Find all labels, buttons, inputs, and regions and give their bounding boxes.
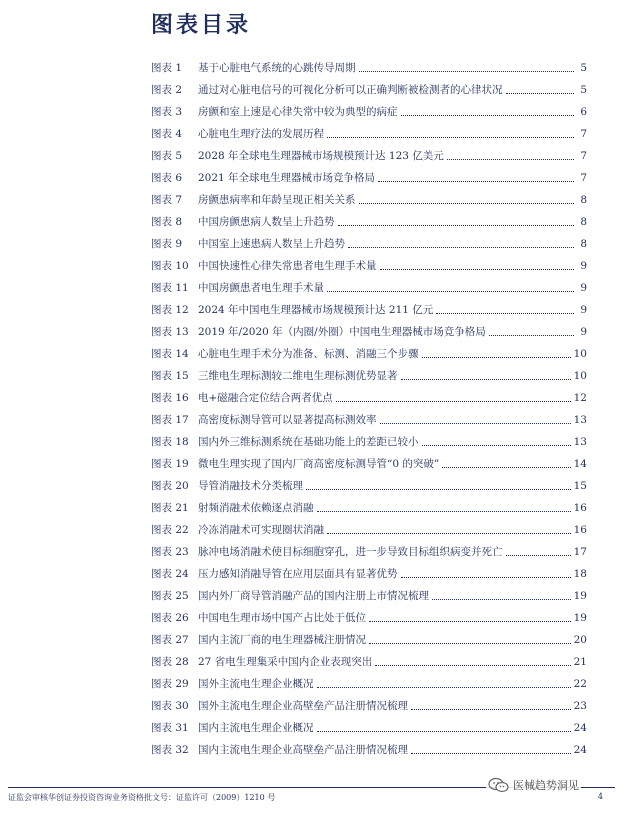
toc-entry-title: 通过对心脏电信号的可视化分析可以正确判断被检测者的心律状况 [198, 84, 503, 96]
toc-entry-title: 2024 年中国电生理器械市场规模预计达 211 亿元 [198, 304, 434, 316]
toc-entry-title: 中国室上速患病人数呈上升趋势 [198, 238, 345, 250]
toc-entry-page: 24 [573, 722, 587, 734]
toc-entry[interactable] [151, 145, 587, 167]
toc-entry-title: 2021 年全球电生理器械市场竞争格局 [198, 172, 376, 184]
footer-license-text: 证监会审核华创证券投资咨询业务资格批文号：证监许可（2009）1210 号 [8, 793, 276, 802]
toc-dot-leader [401, 577, 571, 578]
toc-entry[interactable] [151, 651, 587, 673]
toc-entry-label: 图表 14 [151, 348, 189, 360]
toc-entry-title: 国外主流电生理企业概况 [198, 678, 314, 690]
toc-entry-title: 导管消融技术分类梳理 [198, 480, 303, 492]
toc-entry-label: 图表 30 [151, 700, 189, 712]
toc-dot-leader [375, 665, 570, 666]
toc-entry[interactable] [151, 717, 587, 739]
toc-dot-leader [317, 687, 571, 688]
toc-entry[interactable] [151, 233, 587, 255]
toc-entry[interactable] [151, 563, 587, 585]
toc-entry[interactable] [151, 387, 587, 409]
toc-entry-page: 14 [573, 458, 587, 470]
toc-entry[interactable] [151, 453, 587, 475]
toc-entry-page: 13 [573, 414, 587, 426]
toc-entry-label: 图表 5 [151, 150, 183, 162]
toc-entry-label: 图表 1 [151, 62, 183, 74]
toc-entry[interactable] [151, 167, 587, 189]
toc-entry-page: 23 [573, 700, 587, 712]
toc-entry-label: 图表 31 [151, 722, 189, 734]
toc-entry-page: 5 [580, 62, 587, 74]
toc-dot-leader [327, 137, 574, 138]
toc-dot-leader [338, 225, 575, 226]
toc-entry-title: 国外主流电生理企业高壁垒产品注册情况梳理 [198, 700, 408, 712]
toc-entry[interactable] [151, 57, 587, 79]
toc-entry-page: 13 [573, 436, 587, 448]
toc-dot-leader [359, 71, 575, 72]
toc-entry-title: 国内主流电生理企业高壁垒产品注册情况梳理 [198, 744, 408, 756]
toc-entry-page: 21 [573, 656, 587, 668]
toc-entry[interactable] [151, 79, 587, 101]
toc-entry-title: 中国电生理市场中国产占比处于低位 [198, 612, 366, 624]
toc-entry-title: 中国房颤患者电生理手术量 [198, 282, 324, 294]
toc-entry-title: 射频消融术依赖逐点消融 [198, 502, 314, 514]
table-of-contents [151, 57, 587, 761]
toc-entry-page: 8 [580, 194, 587, 206]
wechat-icon [488, 777, 510, 793]
watermark-text: 医械趋势洞见 [513, 779, 579, 792]
watermark [486, 776, 581, 794]
toc-entry-title: 心脏电生理疗法的发展历程 [198, 128, 324, 140]
toc-entry[interactable] [151, 629, 587, 651]
toc-entry-page: 7 [580, 150, 587, 162]
toc-entry-label: 图表 13 [151, 326, 189, 338]
toc-entry[interactable] [151, 497, 587, 519]
toc-dot-leader [359, 203, 575, 204]
toc-entry-page: 12 [573, 392, 587, 404]
toc-entry-label: 图表 9 [151, 238, 183, 250]
toc-entry-label: 图表 24 [151, 568, 189, 580]
toc-entry[interactable] [151, 321, 587, 343]
toc-entry-label: 图表 4 [151, 128, 183, 140]
toc-dot-leader [317, 731, 571, 732]
toc-entry-label: 图表 29 [151, 678, 189, 690]
toc-entry-page: 15 [573, 480, 587, 492]
toc-entry-page: 9 [580, 260, 587, 272]
toc-entry[interactable] [151, 299, 587, 321]
toc-entry-label: 图表 21 [151, 502, 189, 514]
toc-entry-label: 图表 17 [151, 414, 189, 426]
toc-dot-leader [506, 93, 575, 94]
toc-entry-title: 微电生理实现了国内厂商高密度标测导管“0 的突破” [198, 458, 440, 470]
toc-entry-title: 压力感知消融导管在应用层面具有显著优势 [198, 568, 398, 580]
toc-entry-title: 2028 年全球电生理器械市场规模预计达 123 亿美元 [198, 150, 444, 162]
toc-entry[interactable] [151, 607, 587, 629]
toc-entry-title: 国内主流厂商的电生理器械注册情况 [198, 634, 366, 646]
toc-entry[interactable] [151, 343, 587, 365]
toc-entry[interactable] [151, 519, 587, 541]
toc-entry-title: 国内外三维标测系统在基础功能上的差距已较小 [198, 436, 419, 448]
toc-entry-label: 图表 6 [151, 172, 183, 184]
toc-entry-page: 6 [580, 106, 587, 118]
toc-entry-page: 16 [573, 502, 587, 514]
toc-entry-title: 国内外厂商导管消融产品的国内注册上市情况梳理 [198, 590, 429, 602]
toc-entry-page: 8 [580, 238, 587, 250]
toc-entry-label: 图表 25 [151, 590, 189, 602]
toc-dot-leader [422, 445, 571, 446]
toc-dot-leader [327, 291, 574, 292]
toc-dot-leader [306, 489, 571, 490]
toc-entry-title: 高密度标测导管可以显著提高标测效率 [198, 414, 377, 426]
toc-entry[interactable] [151, 541, 587, 563]
toc-dot-leader [442, 467, 570, 468]
toc-dot-leader [411, 753, 571, 754]
toc-entry-page: 5 [580, 84, 587, 96]
toc-entry[interactable] [151, 695, 587, 717]
toc-entry-label: 图表 3 [151, 106, 183, 118]
toc-entry-title: 27 省电生理集采中国内企业表现突出 [198, 656, 373, 668]
toc-entry[interactable] [151, 409, 587, 431]
toc-entry-label: 图表 16 [151, 392, 189, 404]
toc-dot-leader [401, 115, 575, 116]
toc-entry-title: 三维电生理标测较二维电生理标测优势显著 [198, 370, 398, 382]
toc-entry-title: 房颤患病率和年龄呈现正相关关系 [198, 194, 356, 206]
toc-entry-page: 7 [580, 128, 587, 140]
toc-entry-page: 24 [573, 744, 587, 756]
toc-entry-label: 图表 10 [151, 260, 189, 272]
toc-dot-leader [380, 269, 575, 270]
toc-entry[interactable] [151, 475, 587, 497]
toc-entry[interactable] [151, 585, 587, 607]
toc-entry-page: 22 [573, 678, 587, 690]
toc-dot-leader [317, 511, 571, 512]
toc-dot-leader [489, 335, 574, 336]
toc-entry-label: 图表 28 [151, 656, 189, 668]
toc-dot-leader [411, 709, 571, 710]
toc-entry[interactable] [151, 189, 587, 211]
toc-entry-label: 图表 19 [151, 458, 189, 470]
toc-dot-leader [432, 599, 571, 600]
toc-entry[interactable] [151, 277, 587, 299]
toc-dot-leader [436, 313, 574, 314]
toc-dot-leader [369, 621, 571, 622]
toc-entry-label: 图表 8 [151, 216, 183, 228]
toc-entry-label: 图表 12 [151, 304, 189, 316]
toc-entry-label: 图表 23 [151, 546, 189, 558]
toc-dot-leader [369, 643, 571, 644]
toc-entry-title: 脉冲电场消融术使目标细胞穿孔，进一步导致目标组织病变并死亡 [198, 546, 503, 558]
toc-entry-page: 7 [580, 172, 587, 184]
toc-entry-page: 19 [573, 590, 587, 602]
toc-entry-label: 图表 15 [151, 370, 189, 382]
toc-entry-page: 16 [573, 524, 587, 536]
footer-page-number: 4 [597, 792, 603, 801]
toc-entry-page: 10 [573, 370, 587, 382]
toc-entry-page: 19 [573, 612, 587, 624]
toc-entry-page: 20 [573, 634, 587, 646]
toc-entry[interactable] [151, 365, 587, 387]
toc-entry-label: 图表 18 [151, 436, 189, 448]
toc-entry[interactable] [151, 739, 587, 761]
toc-entry-label: 图表 20 [151, 480, 189, 492]
toc-entry[interactable] [151, 255, 587, 277]
toc-dot-leader [447, 159, 574, 160]
toc-entry[interactable] [151, 673, 587, 695]
toc-entry-label: 图表 2 [151, 84, 183, 96]
toc-entry-title: 心脏电生理手术分为准备、标测、消融三个步骤 [198, 348, 419, 360]
toc-entry-label: 图表 26 [151, 612, 189, 624]
toc-dot-leader [327, 533, 571, 534]
toc-entry-label: 图表 22 [151, 524, 189, 536]
toc-entry-title: 电+磁融合定位结合两者优点 [198, 392, 333, 404]
toc-entry-title: 基于心脏电气系统的心跳传导周期 [198, 62, 356, 74]
toc-entry-label: 图表 7 [151, 194, 183, 206]
toc-entry-page: 10 [573, 348, 587, 360]
toc-dot-leader [422, 357, 571, 358]
toc-entry-label: 图表 11 [151, 282, 189, 294]
toc-entry-page: 18 [573, 568, 587, 580]
toc-entry-label: 图表 32 [151, 744, 189, 756]
toc-entry-title: 中国快速性心律失常患者电生理手术量 [198, 260, 377, 272]
toc-entry-page: 9 [580, 326, 587, 338]
toc-entry-title: 2019 年/2020 年（内圈/外圈）中国电生理器械市场竞争格局 [198, 326, 486, 338]
toc-entry-page: 9 [580, 282, 587, 294]
toc-entry-page: 9 [580, 304, 587, 316]
toc-dot-leader [380, 423, 571, 424]
toc-entry[interactable] [151, 101, 587, 123]
toc-entry[interactable] [151, 123, 587, 145]
toc-dot-leader [506, 555, 571, 556]
toc-dot-leader [378, 181, 574, 182]
toc-entry[interactable] [151, 211, 587, 233]
toc-entry-page: 17 [573, 546, 587, 558]
toc-entry-label: 图表 27 [151, 634, 189, 646]
toc-dot-leader [401, 379, 571, 380]
toc-entry-title: 房颤和室上速是心律失常中较为典型的病症 [198, 106, 398, 118]
toc-entry-title: 国内主流电生理企业概况 [198, 722, 314, 734]
toc-dot-leader [348, 247, 574, 248]
toc-entry-title: 冷冻消融术可实现圈状消融 [198, 524, 324, 536]
toc-entry-title: 中国房颤患病人数呈上升趋势 [198, 216, 335, 228]
toc-entry[interactable] [151, 431, 587, 453]
toc-entry-page: 8 [580, 216, 587, 228]
page-title: 图表目录 [151, 13, 252, 38]
toc-dot-leader [336, 401, 571, 402]
